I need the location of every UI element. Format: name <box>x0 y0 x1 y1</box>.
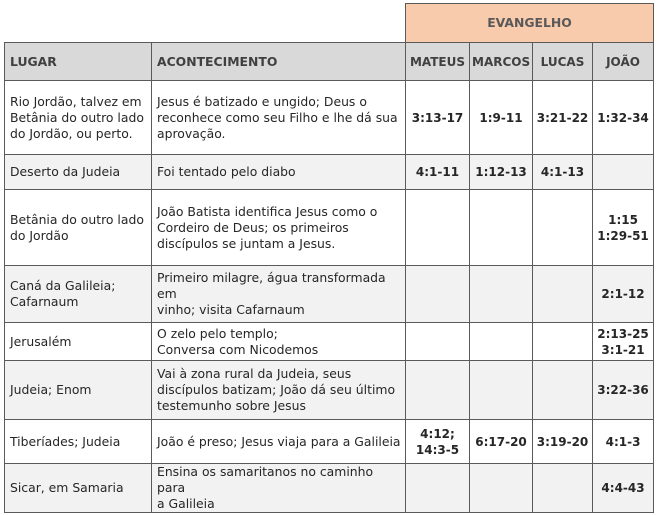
marcos-ref-cell <box>470 420 533 464</box>
cell-text-line: Cafarnaum <box>10 294 79 309</box>
cell-text-line: do Jordão, ou perto. <box>10 125 133 141</box>
reference-text: 4:12; <box>420 426 455 441</box>
joao-ref-cell <box>593 323 654 361</box>
reference-text: 3:21-22 <box>536 110 589 125</box>
mateus-ref-cell <box>406 361 470 420</box>
acontecimento-cell <box>152 81 406 155</box>
mateus-ref-cell <box>406 464 470 513</box>
cell-text-line: Tiberíades; Judeia <box>10 433 121 449</box>
joao-ref-cell <box>593 81 654 155</box>
marcos-ref-cell <box>470 266 533 323</box>
lucas-ref-cell <box>533 155 593 190</box>
table-row <box>5 420 654 464</box>
cell-text-line: Conversa com Nicodemos <box>157 341 319 357</box>
lugar-cell <box>5 420 152 464</box>
marcos-ref-cell <box>470 323 533 361</box>
gospel-events-table <box>4 3 654 513</box>
reference-text: 1:9-11 <box>479 110 523 125</box>
cell-text-line: Betânia do outro lado <box>10 109 144 125</box>
lucas-ref-cell <box>533 464 593 513</box>
mateus-ref-cell <box>406 323 470 361</box>
cell-text-line: Rio Jordão, talvez em <box>10 93 142 109</box>
reference-text: 1:12-13 <box>475 165 527 179</box>
reference-text: 14:3-5 <box>415 442 460 457</box>
lugar-cell <box>5 464 152 513</box>
joao-ref-cell <box>593 155 654 190</box>
reference-text: 4:4-43 <box>601 481 645 495</box>
joao-ref-cell <box>593 420 654 464</box>
acontecimento-cell <box>152 323 406 361</box>
cell-text-line: Sicar, em Samaria <box>10 480 124 495</box>
marcos-ref-cell <box>470 155 533 190</box>
cell-text-line: Foi tentado pelo diabo <box>157 164 296 179</box>
cell-text-line: Jesus é batizado e ungido; Deus o <box>157 93 367 109</box>
lugar-cell <box>5 81 152 155</box>
lugar-cell <box>5 323 152 361</box>
reference-text: 4:1-3 <box>605 434 641 449</box>
acontecimento-cell <box>152 420 406 464</box>
marcos-ref-cell <box>470 464 533 513</box>
lucas-ref-cell <box>533 266 593 323</box>
empty-corner-cell <box>5 4 406 43</box>
reference-text: 4:1-11 <box>415 165 460 179</box>
acontecimento-header: ACONTECIMENTO <box>152 43 406 81</box>
table-row <box>5 323 654 361</box>
reference-text: 6:17-20 <box>475 434 527 449</box>
joao-header: JOÃO <box>593 43 654 81</box>
cell-text-line: João é preso; Jesus viaja para a Galileia <box>157 433 401 449</box>
reference-text: 1:29-51 <box>597 228 649 243</box>
reference-text: 1:32-34 <box>597 110 649 125</box>
lucas-ref-cell <box>533 81 593 155</box>
lucas-ref-cell <box>533 323 593 361</box>
mateus-ref-cell <box>406 155 470 190</box>
cell-text-line: Jerusalém <box>10 333 72 349</box>
lucas-ref-cell <box>533 361 593 420</box>
cell-text-line: Cordeiro de Deus; os primeiros <box>157 219 349 235</box>
reference-text: 3:1-21 <box>601 342 645 357</box>
column-header-row <box>5 43 654 81</box>
cell-text-line: a Galileia <box>157 496 215 511</box>
reference-text: 2:1-12 <box>601 287 645 301</box>
reference-text: 1:15 <box>608 212 638 227</box>
table-row <box>5 464 654 513</box>
evangelho-header: EVANGELHO <box>406 4 654 43</box>
lugar-cell <box>5 361 152 420</box>
marcos-ref-cell <box>470 81 533 155</box>
cell-text-line: discípulos se juntam a Jesus. <box>157 235 336 251</box>
marcos-ref-cell <box>470 361 533 420</box>
acontecimento-cell <box>152 190 406 266</box>
cell-text-line: discípulos batizam; João dá seu último <box>157 382 396 397</box>
cell-text-line: aprovação. <box>157 125 226 141</box>
table-row <box>5 361 654 420</box>
mateus-ref-cell <box>406 266 470 323</box>
cell-text-line: Deserto da Judeia <box>10 164 121 179</box>
table-row <box>5 81 654 155</box>
cell-text-line: Primeiro milagre, água transformada em <box>157 270 386 301</box>
reference-text: 3:22-36 <box>597 383 649 397</box>
reference-text: 3:19-20 <box>536 434 589 449</box>
cell-text-line: João Batista identifica Jesus como o <box>157 203 378 219</box>
lugar-cell <box>5 190 152 266</box>
table-row <box>5 190 654 266</box>
cell-text-line: Judeia; Enom <box>10 382 92 397</box>
cell-text-line: reconhece como seu Filho e lhe dá sua <box>157 109 398 125</box>
acontecimento-cell <box>152 464 406 513</box>
cell-text-line: vinho; visita Cafarnaum <box>157 302 305 317</box>
cell-text-line: testemunho sobre Jesus <box>157 398 306 413</box>
cell-text-line: Betânia do outro lado <box>10 211 144 227</box>
cell-text-line: Vai à zona rural da Judeia, seus <box>157 366 352 381</box>
mateus-ref-cell <box>406 420 470 464</box>
mateus-ref-cell <box>406 81 470 155</box>
marcos-header: MARCOS <box>470 43 533 81</box>
evangelho-header-row <box>5 4 654 43</box>
joao-ref-cell <box>593 361 654 420</box>
joao-ref-cell <box>593 464 654 513</box>
lucas-ref-cell <box>533 420 593 464</box>
cell-text-line: O zelo pelo templo; <box>157 325 278 341</box>
acontecimento-cell <box>152 361 406 420</box>
lugar-cell <box>5 155 152 190</box>
mateus-ref-cell <box>406 190 470 266</box>
lugar-header: LUGAR <box>5 43 152 81</box>
joao-ref-cell <box>593 266 654 323</box>
marcos-ref-cell <box>470 190 533 266</box>
lucas-ref-cell <box>533 190 593 266</box>
lucas-header: LUCAS <box>533 43 593 81</box>
cell-text-line: do Jordão <box>10 227 69 243</box>
table-row <box>5 155 654 190</box>
lugar-cell <box>5 266 152 323</box>
table-body <box>5 4 654 513</box>
cell-text-line: Ensina os samaritanos no caminho para <box>157 464 374 495</box>
mateus-header: MATEUS <box>406 43 470 81</box>
reference-text: 3:13-17 <box>411 110 464 125</box>
reference-text: 2:13-25 <box>597 326 649 341</box>
joao-ref-cell <box>593 190 654 266</box>
reference-text: 4:1-13 <box>540 165 585 179</box>
acontecimento-cell <box>152 155 406 190</box>
cell-text-line: Caná da Galileia; <box>10 278 116 293</box>
acontecimento-cell <box>152 266 406 323</box>
table-row <box>5 266 654 323</box>
